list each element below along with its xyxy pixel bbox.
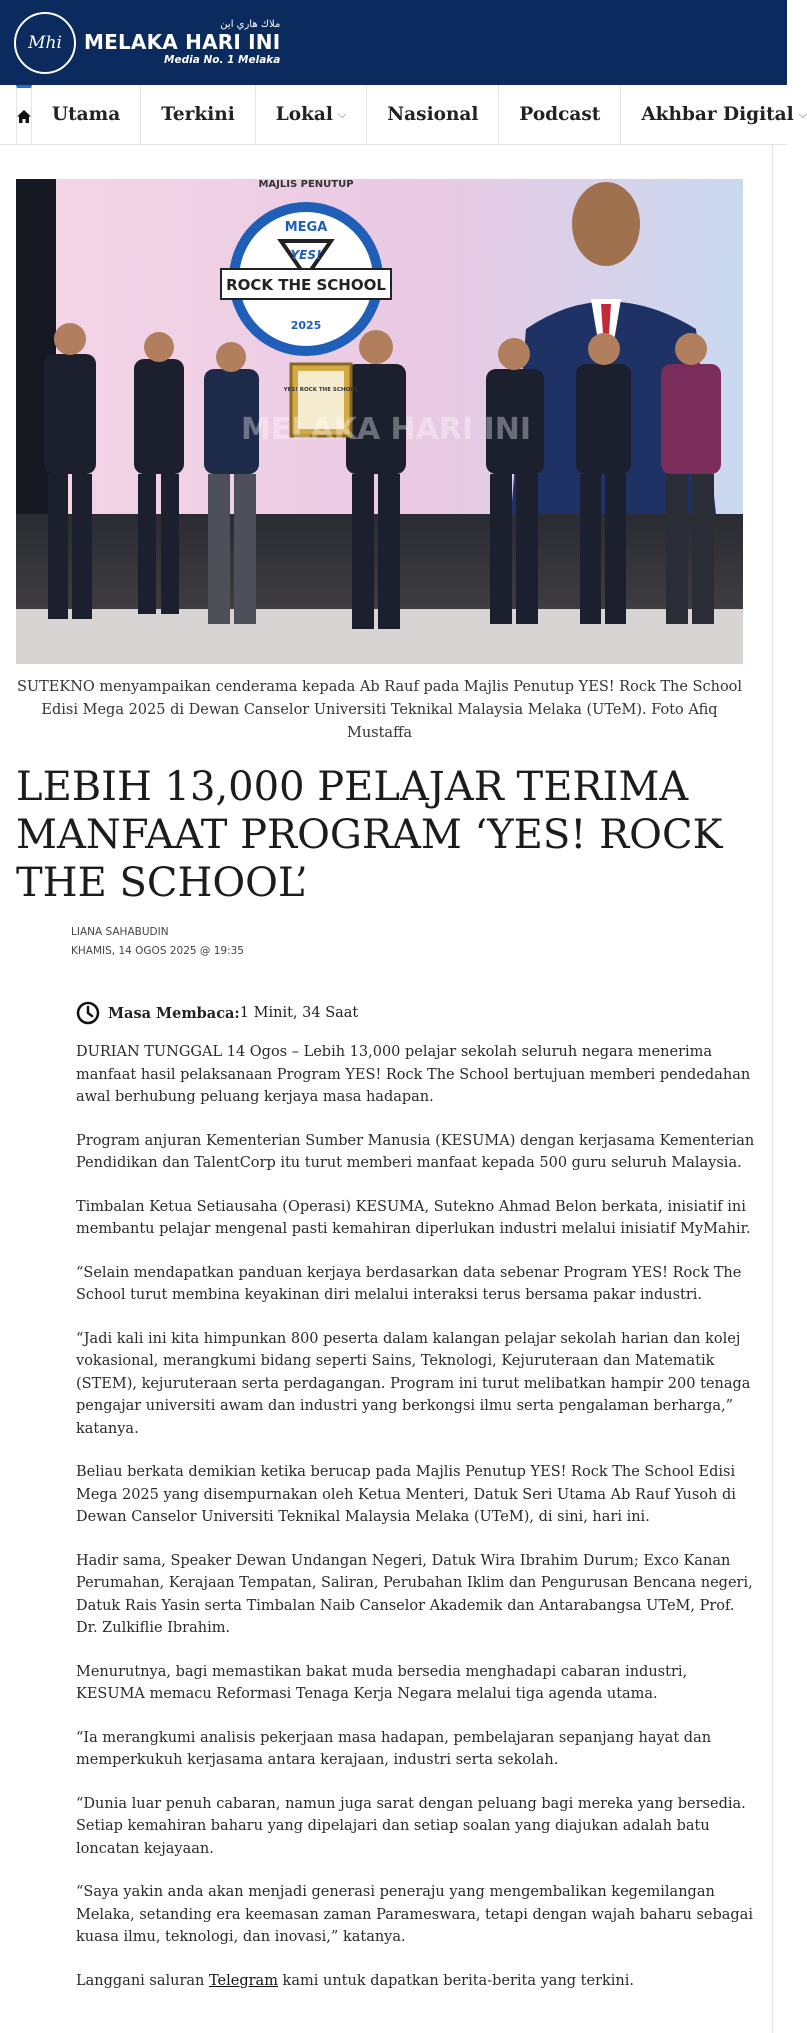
nav-label: Akhbar Digital — [641, 104, 794, 125]
photo-watermark: MELAKA HARI INI — [240, 412, 532, 447]
article-container — [0, 145, 773, 2033]
screen-mega: MEGA — [284, 220, 328, 235]
article-paragraph: Timbalan Ketua Setiausaha (Operasi) KESUMA, Sutekno Ahmad Belon berkata, inisiatif ini membantu pelajar mengenal pasti kemahiran diperlukan industri melalui inisiatif MyMahir. — [76, 1198, 751, 1237]
clock-icon — [76, 1001, 100, 1025]
main-nav — [0, 85, 807, 145]
screen-rock: ROCK THE SCHOOL — [226, 276, 386, 294]
telegram-link[interactable]: Telegram — [209, 1972, 278, 1989]
nav-item-akhbar-digital[interactable] — [621, 85, 807, 144]
article-paragraph: “Selain mendapatkan panduan kerjaya berdasarkan data sebenar Program YES! Rock The School turut membina keyakinan diri melalui interaksi terus bersama pakar industri. — [76, 1264, 742, 1303]
nav-label: Podcast — [519, 104, 601, 125]
nav-label: Nasional — [387, 104, 479, 125]
reading-time-value: 1 Minit, 34 Saat — [239, 1005, 359, 1021]
article-paragraph: “Ia merangkumi analisis pekerjaan masa hadapan, pembelajaran sepanjang hayat dan memperkukuh kerjasama antara kerajaan, industri serta sekolah. — [76, 1729, 712, 1768]
nav-item-terkini[interactable] — [141, 85, 256, 144]
hero-photo — [16, 179, 743, 664]
site-tagline: Media No. 1 Melaka — [164, 53, 281, 66]
article-paragraph: “Jadi kali ini kita himpunkan 800 peserta dalam kalangan pelajar sekolah harian dan kolej vokasional, merangkumi bidang seperti Sains, Teknologi, Kejuruteraan dan Matematik (STEM), kejuruteraan serta perdagangan. Program ini turut melibatkan hampir 200 tenaga pengajar universiti awam dan industri yang berkongsi ilmu serta pengalaman berharga,” katanya. — [76, 1330, 751, 1437]
article-paragraph: Menurutnya, bagi memastikan bakat muda bersedia menghadapi cabaran industri, KESUMA memacu Reformasi Tenaga Kerja Negara melalui tiga agenda utama. — [76, 1663, 688, 1702]
chevron-down-icon: ⌵ — [337, 107, 347, 121]
logo-jawi-text: ملاك هاري اين — [220, 18, 281, 30]
home-icon — [17, 110, 31, 123]
telegram-promo-prefix: Langgani saluran — [76, 1972, 209, 1989]
chevron-down-icon: ⌵ — [798, 107, 807, 121]
nav-home[interactable] — [16, 85, 32, 144]
article-byline — [16, 923, 742, 961]
telegram-promo — [76, 1970, 756, 1993]
nav-item-podcast[interactable] — [499, 85, 621, 144]
reading-time-label: Masa Membaca: — [108, 1004, 240, 1022]
article-headline: LEBIH 13,000 PELAJAR TERIMA MANFAAT PROGRAM ‘YES! ROCK THE SCHOOL’ — [16, 764, 723, 906]
hero-caption: SUTEKNO menyampaikan cenderama kepada Ab Rauf pada Majlis Penutup YES! Rock The School Edisi Mega 2025 di Dewan Canselor Universiti Teknikal Malaysia Melaka (UTeM). Foto Afiq Mustaffa — [16, 679, 743, 741]
article-paragraph: Program anjuran Kementerian Sumber Manusia (KESUMA) dengan kerjasama Kementerian Pendidikan dan TalentCorp itu turut memberi manfaat kepada 500 guru seluruh Malaysia. — [76, 1132, 755, 1171]
article-paragraph: Hadir sama, Speaker Dewan Undangan Negeri, Datuk Wira Ibrahim Durum; Exco Kanan Perumahan, Kerajaan Tempatan, Saliran, Perubahan Iklim dan Pengurusan Bencana negeri, Datuk Rais Yasin serta Timbalan Naib Canselor Akademik dan Antarabangsa UTeM, Prof. Dr. Zulkiflie Ibrahim. — [76, 1552, 753, 1636]
nav-label: Utama — [52, 104, 121, 125]
nav-label: Terkini — [161, 104, 235, 125]
site-name: MELAKA HARI INI — [84, 29, 281, 54]
logo-wordmark[interactable] — [84, 20, 280, 66]
nav-item-utama[interactable] — [32, 85, 141, 144]
nav-label: Lokal — [275, 104, 333, 125]
hero-figure — [16, 179, 742, 745]
site-header — [0, 0, 787, 85]
article-paragraph: “Dunia luar penuh cabaran, namun juga sarat dengan peluang bagi mereka yang bersedia. Setiap kemahiran baharu yang dipelajari dan setiap soalan yang diajukan adalah batu loncatan kejayaan. — [76, 1795, 746, 1857]
article-paragraph: DURIAN TUNGGAL 14 Ogos – Lebih 13,000 pelajar sekolah seluruh negara menerima manfaat hasil pelaksanaan Program YES! Rock The School bertujuan memberi pendedahan awal berhubung peluang kerjaya masa hadapan. — [76, 1044, 751, 1105]
nav-item-nasional[interactable] — [367, 85, 499, 144]
screen-banner-top: MAJLIS PENUTUP — [258, 179, 354, 190]
telegram-promo-suffix: kami untuk dapatkan berita-berita yang terkini. — [277, 1972, 635, 1989]
logo-monogram: Mhi — [28, 32, 62, 53]
screen-year: 2025 — [290, 319, 322, 332]
nav-item-lokal[interactable] — [256, 85, 368, 144]
reading-time — [76, 1001, 742, 1025]
article-body — [16, 1001, 755, 1992]
screen-yes: YES! — [290, 248, 322, 262]
article-paragraph: Beliau berkata demikian ketika berucap pada Majlis Penutup YES! Rock The School Edisi Mega 2025 yang disempurnakan oleh Ketua Menteri, Datuk Seri Utama Ab Rauf Yusoh di Dewan Canselor Universiti Teknikal Malaysia Melaka (UTeM), di sini, hari ini. — [76, 1464, 736, 1525]
article-paragraph: “Saya yakin anda akan menjadi generasi peneraju yang mengembalikan kegemilangan Melaka, setanding era keemasan zaman Parameswara, tetapi dengan wajah baharu sebagai kuasa ilmu, teknologi, dan inovasi,” katanya. — [76, 1884, 753, 1945]
plaque-text: YES! ROCK THE SCHOOL — [283, 387, 359, 393]
author-name[interactable]: LIANA SAHABUDIN — [71, 926, 169, 938]
site-logo[interactable] — [14, 12, 76, 74]
publish-date: KHAMIS, 14 OGOS 2025 @ 19:35 — [71, 945, 244, 957]
